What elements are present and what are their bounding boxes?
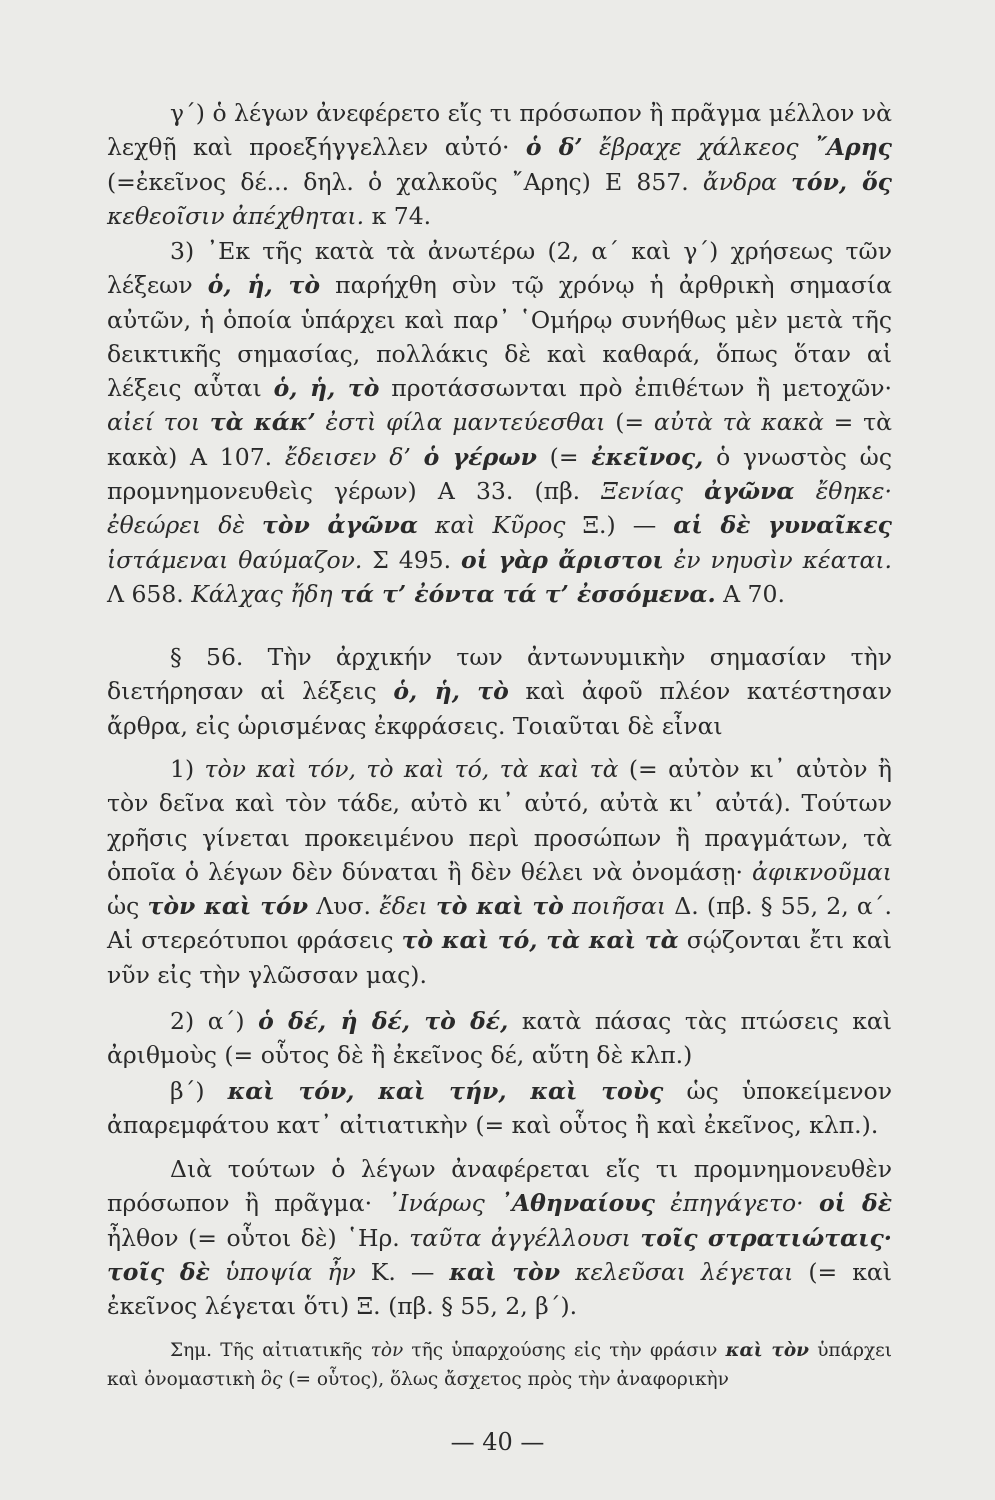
- footnote: Σημ. Τῆς αἰτιατικῆς τὸν τῆς ὑπαρχούσης εἰς τὴν φράσιν καὶ τὸν ὑπάρχει καὶ ὀνομαστικὴ ὃς (= οὗτος), ὅλως ἄσχετος πρὸς τὴν ἀναφορικὴν: [107, 1340, 893, 1390]
- page-number: — 40 —: [450, 1428, 545, 1456]
- paragraph-2-beta: β΄) καὶ τόν, καὶ τήν, καὶ τοὺς ὡς ὑποκείμενον ἀπαρεμφάτου κατ᾿ αἰτιατικὴν (= καὶ οὗτος ἢ καὶ ἐκεῖνος, κλπ.).: [107, 1077, 892, 1140]
- paragraph-gamma: γ΄) ὁ λέγων ἀνεφέρετο εἴς τι πρόσωπον ἢ πρᾶγμα μέλλον νὰ λεχθῇ καὶ προεξήγγελλεν αὐτό· ὁ δ’ ἔβραχε χάλκεος ῎Αρης (=ἐκεῖνος δέ... δηλ. ὁ χαλκοῦς ῎Αρης) Ε 857. ἄνδρα τόν, ὅς κεθεοῖσιν ἀπέχθηται. κ 74.: [107, 99, 892, 230]
- paragraph-explanation: Διὰ τούτων ὁ λέγων ἀναφέρεται εἴς τι προμνημονευθὲν πρόσωπον ἢ πρᾶγμα· ᾿Ινάρως ᾿Αθηναίους ἐπηγάγετο· οἱ δὲ ἦλθον (= οὗτοι δὲ) ῾Ηρ. ταῦτα ἀγγέλλουσι τοῖς στρατιώταις· τοῖς δὲ ὑποψία ἦν Κ. — καὶ τὸν κελεῦσαι λέγεται (= καὶ ἐκεῖνος λέγεται ὅτι) Ξ. (πβ. § 55, 2, β΄).: [107, 1155, 893, 1321]
- paragraph-1: 1) τὸν καὶ τόν, τὸ καὶ τό, τὰ καὶ τὰ (= αὐτὸν κι᾿ αὐτὸν ἢ τὸν δεῖνα καὶ τὸν τάδε, αὐτὸ κι᾿ αὐτό, αὐτὰ κι᾿ αὐτά). Τούτων χρῆσις γίνεται προκειμένου περὶ προσώπων ἢ πραγμάτων, τὰ ὁποῖα ὁ λέγων δὲν δύναται ἢ δὲν θέλει νὰ ὀνομάσῃ· ἀφικνοῦμαι ὡς τὸν καὶ τόν Λυσ. ἔδει τὸ καὶ τὸ ποιῆσαι Δ. (πβ. § 55, 2, α΄. Αἱ στερεότυποι φράσεις τὸ καὶ τό, τὰ καὶ τὰ σῴζονται ἔτι καὶ νῦν εἰς τὴν γλῶσσαν μας).: [107, 755, 893, 989]
- paragraph-3: 3) ᾿Εκ τῆς κατὰ τὰ ἀνωτέρω (2, α΄ καὶ γ΄) χρήσεως τῶν λέξεων ὁ, ἡ, τὸ παρήχθη σὺν τῷ χρόνῳ ἡ ἀρθρικὴ σημασία αὐτῶν, ἡ ὁποία ὑπάρχει καὶ παρ᾿ ῾Ομήρῳ συνήθως μὲν μετὰ τῆς δεικτικῆς σημασίας, πολλάκις δὲ καὶ καθαρά, ὅπως ὅταν αἱ λέξεις αὗται ὁ, ἡ, τὸ προτάσσωνται πρὸ ἐπιθέτων ἢ μετοχῶν· αἰεί τοι τὰ κάκ’ ἐστὶ φίλα μαντεύεσθαι (= αὐτὰ τὰ κακὰ = τὰ κακὰ) Α 107. ἔδεισεν δ’ ὁ γέρων (= ἐκεῖνος, ὁ γνωστὸς ὡς προμνημονευθεὶς γέρων) Α 33. (πβ. Ξενίας ἀγῶνα ἔθηκε· ἐθεώρει δὲ τὸν ἀγῶνα καὶ Κῦρος Ξ.) — αἱ δὲ γυναῖκες ἱστάμεναι θαύμαζον. Σ 495. οἱ γὰρ ἄριστοι ἐν νηυσὶν κέαται. Λ 658. Κάλχας ἤδη τά τ’ ἐόντα τά τ’ ἐσσόμενα. Α 70.: [107, 237, 893, 608]
- paragraph-56: § 56. Τὴν ἀρχικήν των ἀντωνυμικὴν σημασίαν τὴν διετήρησαν αἱ λέξεις ὁ, ἡ, τὸ καὶ ἀφοῦ πλέον κατέστησαν ἄρθρα, εἰς ὡρισμένας ἐκφράσεις. Τοιαῦται δὲ εἶναι: [107, 643, 892, 740]
- paragraph-2-alpha: 2) α΄) ὁ δέ, ἡ δέ, τὸ δέ, κατὰ πάσας τὰς πτώσεις καὶ ἀριθμοὺς (= οὗτος δὲ ἢ ἐκεῖνος δέ, αὕτη δὲ κλπ.): [107, 1007, 893, 1070]
